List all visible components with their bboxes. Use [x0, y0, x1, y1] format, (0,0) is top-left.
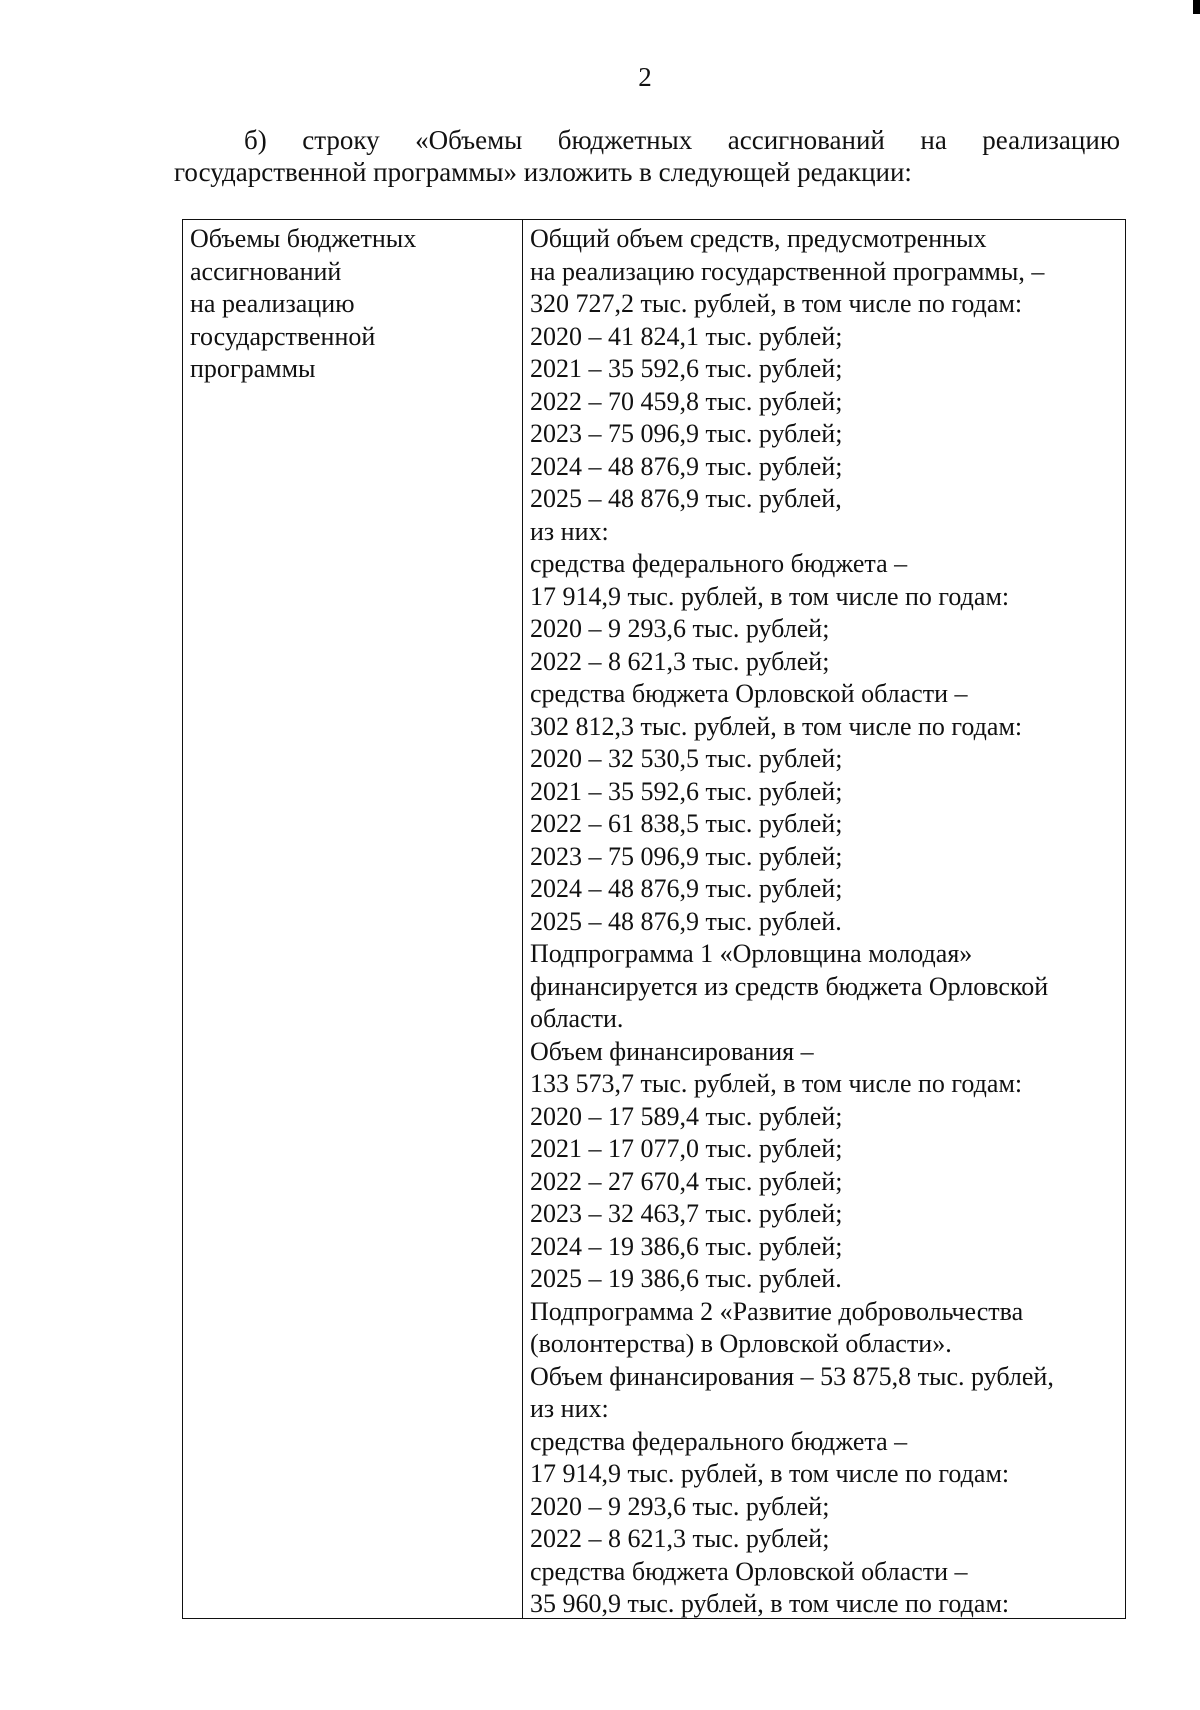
left-cell-line: на реализацию	[190, 289, 355, 318]
right-cell-line: 2023 – 32 463,7 тыс. рублей;	[530, 1199, 843, 1228]
right-cell-line: 2020 – 9 293,6 тыс. рублей;	[530, 1491, 830, 1521]
right-cell-line: 2023 – 75 096,9 тыс. рублей;	[530, 419, 843, 448]
right-cell-line: 35 960,9 тыс. рублей, в том числе по годам:	[530, 1589, 1010, 1618]
right-cell-line: Подпрограмма 1 «Орловщина молодая»	[530, 939, 973, 968]
right-cell-line: средства бюджета Орловской области –	[530, 679, 968, 708]
right-cell-line: (волонтерства) в Орловской области».	[530, 1329, 952, 1358]
right-cell-line: области.	[530, 1004, 624, 1033]
right-cell-line: 2020 – 41 824,1 тыс. рублей;	[530, 321, 843, 351]
table-column-divider	[522, 220, 523, 1618]
right-cell-line: Подпрограмма 2 «Развитие добровольчества	[530, 1296, 1024, 1326]
left-cell-line: Объемы бюджетных	[190, 224, 417, 253]
right-cell-line: Общий объем средств, предусмотренных	[530, 224, 987, 253]
right-cell-line: 2024 – 48 876,9 тыс. рублей;	[530, 874, 843, 903]
right-cell-line: финансируется из средств бюджета Орловской	[530, 971, 1049, 1001]
intro-paragraph	[174, 124, 1120, 188]
budget-table	[182, 219, 1126, 1619]
left-cell-line: государственной	[190, 321, 376, 351]
right-cell-line: 302 812,3 тыс. рублей, в том числе по годам:	[530, 711, 1023, 741]
left-cell-line: программы	[190, 354, 316, 383]
right-cell-line: Объем финансирования –	[530, 1036, 814, 1066]
right-cell-line: 2024 – 19 386,6 тыс. рублей;	[530, 1231, 843, 1261]
intro-line-1: б) строку «Объемы бюджетных ассигнований на реализацию	[244, 125, 1120, 155]
right-cell-line: 2020 – 17 589,4 тыс. рублей;	[530, 1101, 843, 1131]
right-cell-line: 2021 – 17 077,0 тыс. рублей;	[530, 1134, 843, 1163]
scan-edge-mark	[1193, 0, 1200, 14]
right-cell-line: 17 914,9 тыс. рублей, в том числе по годам:	[530, 1459, 1010, 1488]
right-cell-line: 2022 – 8 621,3 тыс. рублей;	[530, 646, 830, 676]
right-cell-line: из них:	[530, 516, 609, 546]
right-cell-line: средства бюджета Орловской области –	[530, 1556, 968, 1586]
intro-line-2: государственной программы» изложить в следующей редакции:	[174, 157, 912, 187]
right-cell-line: 2021 – 35 592,6 тыс. рублей;	[530, 776, 843, 806]
right-cell-line: 2022 – 70 459,8 тыс. рублей;	[530, 386, 843, 416]
right-cell-line: 2020 – 9 293,6 тыс. рублей;	[530, 614, 830, 643]
right-cell-line: на реализацию государственной программы, –	[530, 256, 1045, 286]
left-cell-line: ассигнований	[190, 256, 342, 286]
right-cell-line: 2024 – 48 876,9 тыс. рублей;	[530, 451, 843, 481]
right-cell-line: 2025 – 48 876,9 тыс. рублей.	[530, 906, 842, 936]
right-cell-line: 133 573,7 тыс. рублей, в том числе по годам:	[530, 1069, 1023, 1098]
right-cell-line: 2022 – 61 838,5 тыс. рублей;	[530, 809, 843, 838]
right-cell-line: 17 914,9 тыс. рублей, в том числе по годам:	[530, 581, 1010, 611]
right-cell-line: средства федерального бюджета –	[530, 549, 908, 578]
right-cell-line: средства федерального бюджета –	[530, 1426, 908, 1456]
table-right-cell	[530, 223, 1120, 1621]
right-cell-line: 2023 – 75 096,9 тыс. рублей;	[530, 841, 843, 871]
table-left-cell	[190, 223, 515, 386]
right-cell-line: 2022 – 27 670,4 тыс. рублей;	[530, 1166, 843, 1196]
right-cell-line: 2020 – 32 530,5 тыс. рублей;	[530, 744, 843, 773]
right-cell-line: 2025 – 48 876,9 тыс. рублей,	[530, 484, 842, 513]
right-cell-line: из них:	[530, 1394, 609, 1423]
right-cell-line: 2022 – 8 621,3 тыс. рублей;	[530, 1524, 830, 1553]
right-cell-line: 2021 – 35 592,6 тыс. рублей;	[530, 354, 843, 383]
right-cell-line: Объем финансирования – 53 875,8 тыс. рублей,	[530, 1361, 1054, 1391]
right-cell-line: 320 727,2 тыс. рублей, в том числе по годам:	[530, 289, 1023, 318]
right-cell-line: 2025 – 19 386,6 тыс. рублей.	[530, 1264, 842, 1293]
page-number: 2	[638, 62, 652, 92]
